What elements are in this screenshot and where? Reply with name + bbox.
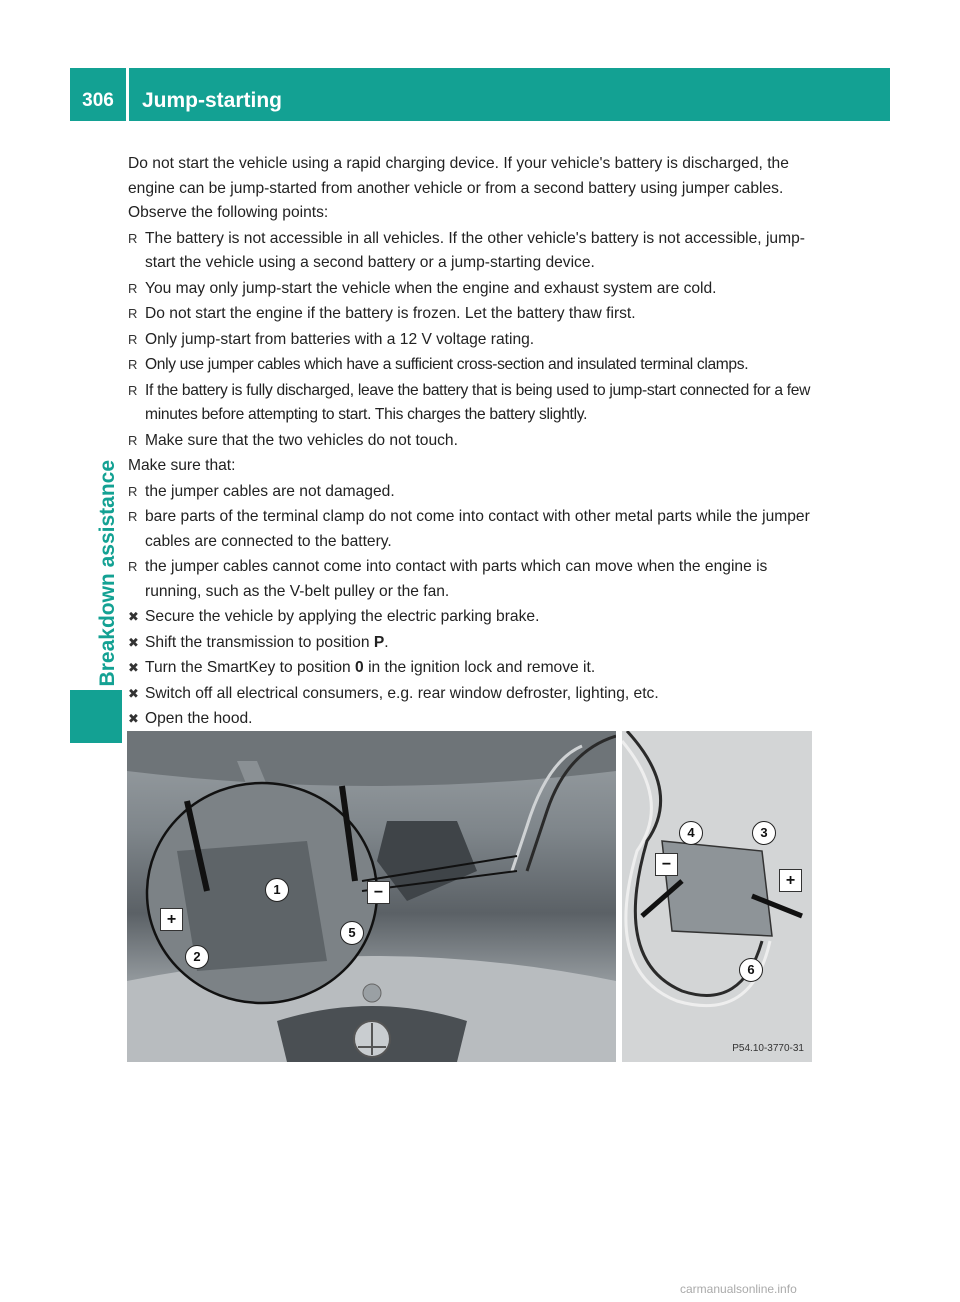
page-title: Jump-starting bbox=[142, 89, 283, 112]
callout-1: 1 bbox=[265, 878, 289, 902]
bullet-icon: R bbox=[128, 357, 138, 372]
step-arrow-icon: ✖ bbox=[128, 711, 139, 726]
bullet-icon: R bbox=[128, 559, 138, 574]
list-item: R bare parts of the terminal clamp do not come into contact with other metal parts while the jumper cables are connected to the battery. bbox=[128, 505, 814, 554]
minus-terminal-label: − bbox=[655, 853, 678, 876]
engine-bay-photo bbox=[127, 731, 616, 1062]
callout-6: 6 bbox=[739, 958, 763, 982]
bullet-icon: R bbox=[128, 230, 138, 246]
callout-2: 2 bbox=[185, 945, 209, 969]
points-list bbox=[128, 227, 814, 454]
header-divider bbox=[126, 68, 129, 121]
bullet-icon: R bbox=[128, 382, 138, 398]
callout-4: 4 bbox=[679, 821, 703, 845]
steps-list bbox=[128, 605, 814, 732]
list-item: R Do not start the engine if the battery is frozen. Let the battery thaw first. bbox=[128, 302, 814, 327]
callout-5: 5 bbox=[340, 921, 364, 945]
step-arrow-icon: ✖ bbox=[128, 685, 139, 701]
main-content bbox=[128, 152, 814, 733]
step-item: ✖ Switch off all electrical consumers, e.g. rear window defroster, lighting, etc. bbox=[128, 682, 814, 707]
list-item: R If the battery is fully discharged, leave the battery that is being used to jump-start connected for a few minutes before attempting to start. This charges the battery slightly. bbox=[128, 379, 814, 428]
section-side-label: Breakdown assistance bbox=[96, 460, 119, 687]
bullet-icon: R bbox=[128, 432, 138, 448]
battery-cable-drawing bbox=[622, 731, 812, 1062]
list-item: R The battery is not accessible in all vehicles. If the other vehicle's battery is not accessible, jump-start the vehicle using a second battery or a jump-starting device. bbox=[128, 227, 814, 276]
step-item: ✖ Shift the transmission to position P. bbox=[128, 631, 814, 656]
list-item: R the jumper cables cannot come into contact with parts which can move when the engine is running, such as the V-belt pulley or the fan. bbox=[128, 555, 814, 604]
bullet-icon: R bbox=[128, 509, 138, 524]
figure-code: P54.10-3770-31 bbox=[732, 1043, 804, 1054]
list-item: R Only use jumper cables which have a sufficient cross-section and insulated terminal clamps. bbox=[128, 353, 814, 378]
step-arrow-icon: ✖ bbox=[128, 609, 139, 624]
battery-diagram bbox=[622, 731, 812, 1062]
jump-start-illustration bbox=[127, 731, 812, 1062]
list-item: R the jumper cables are not damaged. bbox=[128, 480, 814, 505]
minus-terminal-label: − bbox=[367, 881, 390, 904]
step-item: ✖ Secure the vehicle by applying the electric parking brake. bbox=[128, 605, 814, 630]
list-item: R Make sure that the two vehicles do not touch. bbox=[128, 429, 814, 454]
step-arrow-icon: ✖ bbox=[128, 660, 139, 675]
callout-3: 3 bbox=[752, 821, 776, 845]
bullet-icon: R bbox=[128, 280, 138, 296]
section-side-marker bbox=[70, 690, 122, 743]
list-item: R You may only jump-start the vehicle when the engine and exhaust system are cold. bbox=[128, 277, 814, 302]
step-item: ✖ Open the hood. bbox=[128, 707, 814, 732]
bullet-icon: R bbox=[128, 306, 138, 321]
plus-terminal-label: + bbox=[779, 869, 802, 892]
intro-paragraph: Do not start the vehicle using a rapid charging device. If your vehicle's battery is discharged, the engine can be jump-started from another vehicle or from a second battery using jumper cables. Observe the following points: bbox=[128, 155, 789, 221]
bullet-icon: R bbox=[128, 483, 138, 499]
step-arrow-icon: ✖ bbox=[128, 634, 139, 650]
plus-terminal-label: + bbox=[160, 908, 183, 931]
step-item: ✖ Turn the SmartKey to position 0 in the ignition lock and remove it. bbox=[128, 656, 814, 681]
page-number: 306 bbox=[82, 90, 114, 111]
make-sure-heading: Make sure that: bbox=[128, 457, 236, 474]
bullet-icon: R bbox=[128, 331, 138, 347]
page-header bbox=[70, 68, 890, 121]
list-item: R Only jump-start from batteries with a 12 V voltage rating. bbox=[128, 328, 814, 353]
watermark-footer: carmanualsonline.info bbox=[680, 1282, 797, 1296]
make-sure-list bbox=[128, 480, 814, 605]
